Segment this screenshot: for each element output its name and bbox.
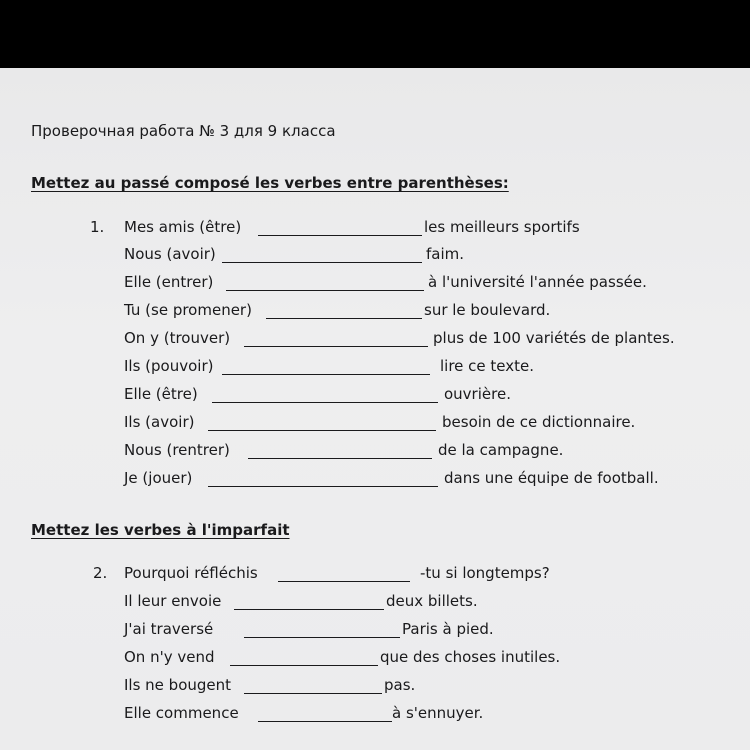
photo-dark-border xyxy=(0,0,750,68)
row-ending: plus de 100 variétés de plantes. xyxy=(433,329,675,347)
row-ending: faim. xyxy=(426,245,465,263)
exercise1-row xyxy=(0,385,750,409)
answer-blank[interactable] xyxy=(266,318,422,319)
section2-number: 2. xyxy=(93,564,108,582)
exercise1-row xyxy=(0,245,750,269)
answer-blank[interactable] xyxy=(234,609,384,610)
row-ending: de la campagne. xyxy=(438,441,564,459)
worksheet-page xyxy=(0,68,750,750)
row-prompt: Il leur envoie xyxy=(124,592,222,610)
row-ending: les meilleurs sportifs xyxy=(424,218,580,236)
answer-blank[interactable] xyxy=(230,665,378,666)
row-prompt: J'ai traversé xyxy=(124,620,214,638)
exercise2-row xyxy=(0,676,750,700)
row-prompt: Ils (avoir) xyxy=(124,413,195,431)
row-prompt: On n'y vend xyxy=(124,648,215,666)
exercise2-row xyxy=(0,704,750,728)
answer-blank[interactable] xyxy=(258,721,392,722)
row-ending: deux billets. xyxy=(386,592,478,610)
row-prompt: Elle (entrer) xyxy=(124,273,214,291)
answer-blank[interactable] xyxy=(258,235,422,236)
row-prompt: Tu (se promener) xyxy=(124,301,252,319)
row-prompt: Nous (rentrer) xyxy=(124,441,230,459)
exercise1-row xyxy=(0,469,750,493)
section1-instruction: Mettez au passé composé les verbes entre parenthèses: xyxy=(31,174,509,192)
section1-number: 1. xyxy=(90,218,105,236)
row-ending: à l'université l'année passée. xyxy=(428,273,647,291)
answer-blank[interactable] xyxy=(208,430,436,431)
exercise2-row xyxy=(0,648,750,672)
exercise2-row xyxy=(0,564,750,588)
exercise1-row xyxy=(0,329,750,353)
answer-blank[interactable] xyxy=(248,458,432,459)
section2-instruction: Mettez les verbes à l'imparfait xyxy=(31,521,290,539)
row-prompt: Pourquoi réfléchis xyxy=(124,564,258,582)
answer-blank[interactable] xyxy=(208,486,438,487)
row-prompt: On y (trouver) xyxy=(124,329,231,347)
row-ending: ouvrière. xyxy=(444,385,511,403)
row-prompt: Nous (avoir) xyxy=(124,245,216,263)
row-ending: Paris à pied. xyxy=(402,620,494,638)
row-ending: sur le boulevard. xyxy=(424,301,551,319)
exercise1-row xyxy=(0,218,750,242)
row-ending: dans une équipe de football. xyxy=(444,469,659,487)
exercise1-row xyxy=(0,357,750,381)
answer-blank[interactable] xyxy=(244,693,382,694)
exercise1-row xyxy=(0,301,750,325)
row-ending: lire ce texte. xyxy=(440,357,535,375)
answer-blank[interactable] xyxy=(222,374,430,375)
answer-blank[interactable] xyxy=(278,581,410,582)
worksheet-title: Проверочная работа № 3 для 9 класса xyxy=(31,122,336,140)
row-ending: que des choses inutiles. xyxy=(380,648,561,666)
row-prompt: Elle (être) xyxy=(124,385,198,403)
row-prompt: Mes amis (être) xyxy=(124,218,242,236)
row-prompt: Je (jouer) xyxy=(124,469,193,487)
exercise2-row xyxy=(0,592,750,616)
exercise1-row xyxy=(0,273,750,297)
row-ending: -tu si longtemps? xyxy=(420,564,550,582)
row-ending: besoin de ce dictionnaire. xyxy=(442,413,636,431)
answer-blank[interactable] xyxy=(222,262,422,263)
row-prompt: Ils (pouvoir) xyxy=(124,357,214,375)
answer-blank[interactable] xyxy=(212,402,438,403)
answer-blank[interactable] xyxy=(244,346,428,347)
row-ending: pas. xyxy=(384,676,416,694)
exercise2-row xyxy=(0,620,750,644)
row-ending: à s'ennuyer. xyxy=(392,704,484,722)
exercise1-row xyxy=(0,413,750,437)
row-prompt: Elle commence xyxy=(124,704,239,722)
answer-blank[interactable] xyxy=(226,290,424,291)
answer-blank[interactable] xyxy=(244,637,400,638)
exercise1-row xyxy=(0,441,750,465)
row-prompt: Ils ne bougent xyxy=(124,676,232,694)
